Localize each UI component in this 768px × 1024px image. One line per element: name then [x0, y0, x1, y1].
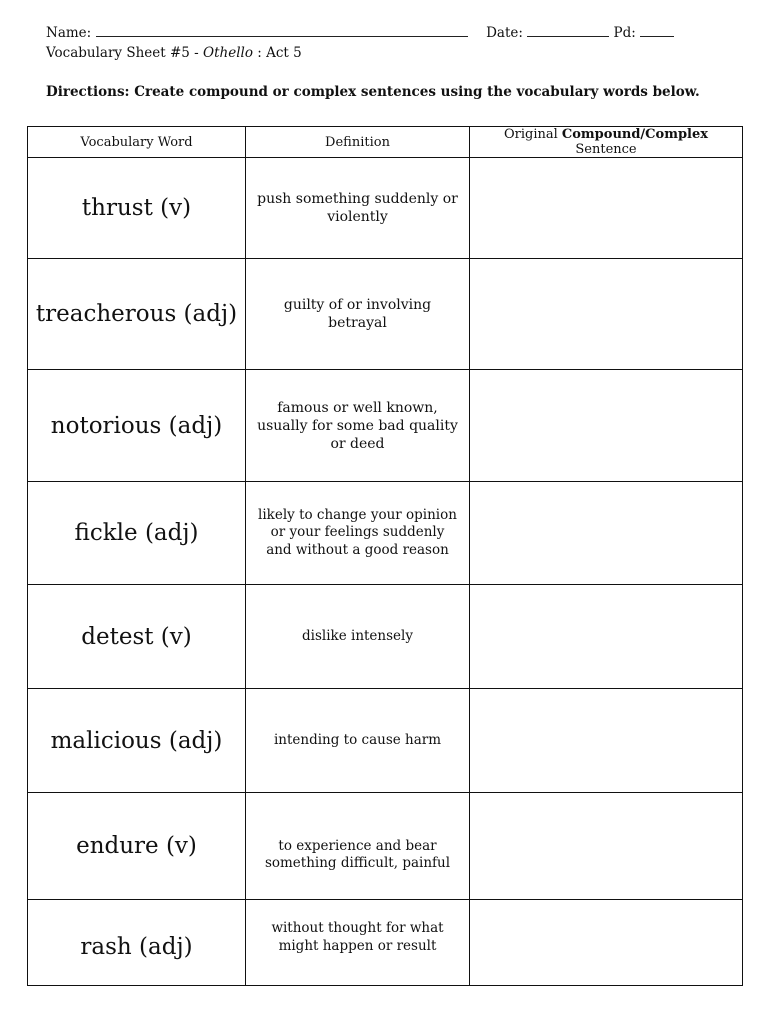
vocab-word: treacherous (adj)	[28, 259, 246, 370]
column-header-definition: Definition	[246, 127, 470, 158]
column-header-word: Vocabulary Word	[28, 127, 246, 158]
vocab-word: fickle (adj)	[28, 482, 246, 585]
date-blank[interactable]	[527, 22, 609, 37]
table-row	[28, 689, 743, 793]
vocab-definition: likely to change your opinion or your feelings suddenly and without a good reason	[246, 482, 470, 585]
vocab-definition: to experience and bear something difficult, painful	[246, 793, 470, 900]
sheet-title-text: Vocabulary Sheet #5	[46, 45, 190, 61]
table-row	[28, 482, 743, 585]
table-row	[28, 585, 743, 689]
table-header-row	[28, 127, 743, 158]
vocab-definition: famous or well known, usually for some bad quality or deed	[246, 370, 470, 482]
table-row	[28, 370, 743, 482]
vocab-definition: push something suddenly or violently	[246, 158, 470, 259]
sentence-cell[interactable]	[470, 370, 743, 482]
worksheet-header	[46, 22, 674, 63]
date-label: Date:	[486, 25, 523, 41]
sentence-cell[interactable]	[470, 259, 743, 370]
table-row	[28, 259, 743, 370]
vocab-word: thrust (v)	[28, 158, 246, 259]
pd-blank[interactable]	[640, 22, 674, 37]
sentence-cell[interactable]	[470, 482, 743, 585]
pd-label: Pd:	[613, 25, 636, 41]
sentence-cell[interactable]	[470, 793, 743, 900]
sentence-cell[interactable]	[470, 900, 743, 986]
table-row	[28, 900, 743, 986]
vocab-word: malicious (adj)	[28, 689, 246, 793]
vocab-definition: intending to cause harm	[246, 689, 470, 793]
vocabulary-table	[27, 126, 743, 986]
vocab-word: rash (adj)	[28, 900, 246, 986]
name-date-row	[46, 22, 674, 43]
sentence-cell[interactable]	[470, 158, 743, 259]
table-row	[28, 158, 743, 259]
table-row	[28, 793, 743, 900]
vocab-definition: dislike intensely	[246, 585, 470, 689]
directions: Directions: Create compound or complex sentences using the vocabulary words below.	[46, 84, 700, 100]
sentence-header-suffix: Sentence	[575, 142, 637, 157]
vocab-word: notorious (adj)	[28, 370, 246, 482]
vocab-word: detest (v)	[28, 585, 246, 689]
sentence-header-bold: Compound/Complex	[561, 127, 709, 142]
name-label: Name:	[46, 25, 92, 41]
vocab-definition: guilty of or involving betrayal	[246, 259, 470, 370]
name-blank[interactable]	[96, 22, 468, 37]
sheet-title	[46, 43, 674, 63]
vocab-definition: without thought for what might happen or result	[246, 900, 470, 986]
sentence-cell[interactable]	[470, 689, 743, 793]
vocab-word: endure (v)	[28, 793, 246, 900]
sheet-title-separator: -	[189, 45, 204, 61]
sentence-header-prefix: Original	[503, 127, 562, 142]
sentence-cell[interactable]	[470, 585, 743, 689]
play-title: Othello	[203, 45, 253, 61]
act-label: : Act 5	[252, 45, 302, 61]
column-header-sentence	[470, 127, 743, 158]
